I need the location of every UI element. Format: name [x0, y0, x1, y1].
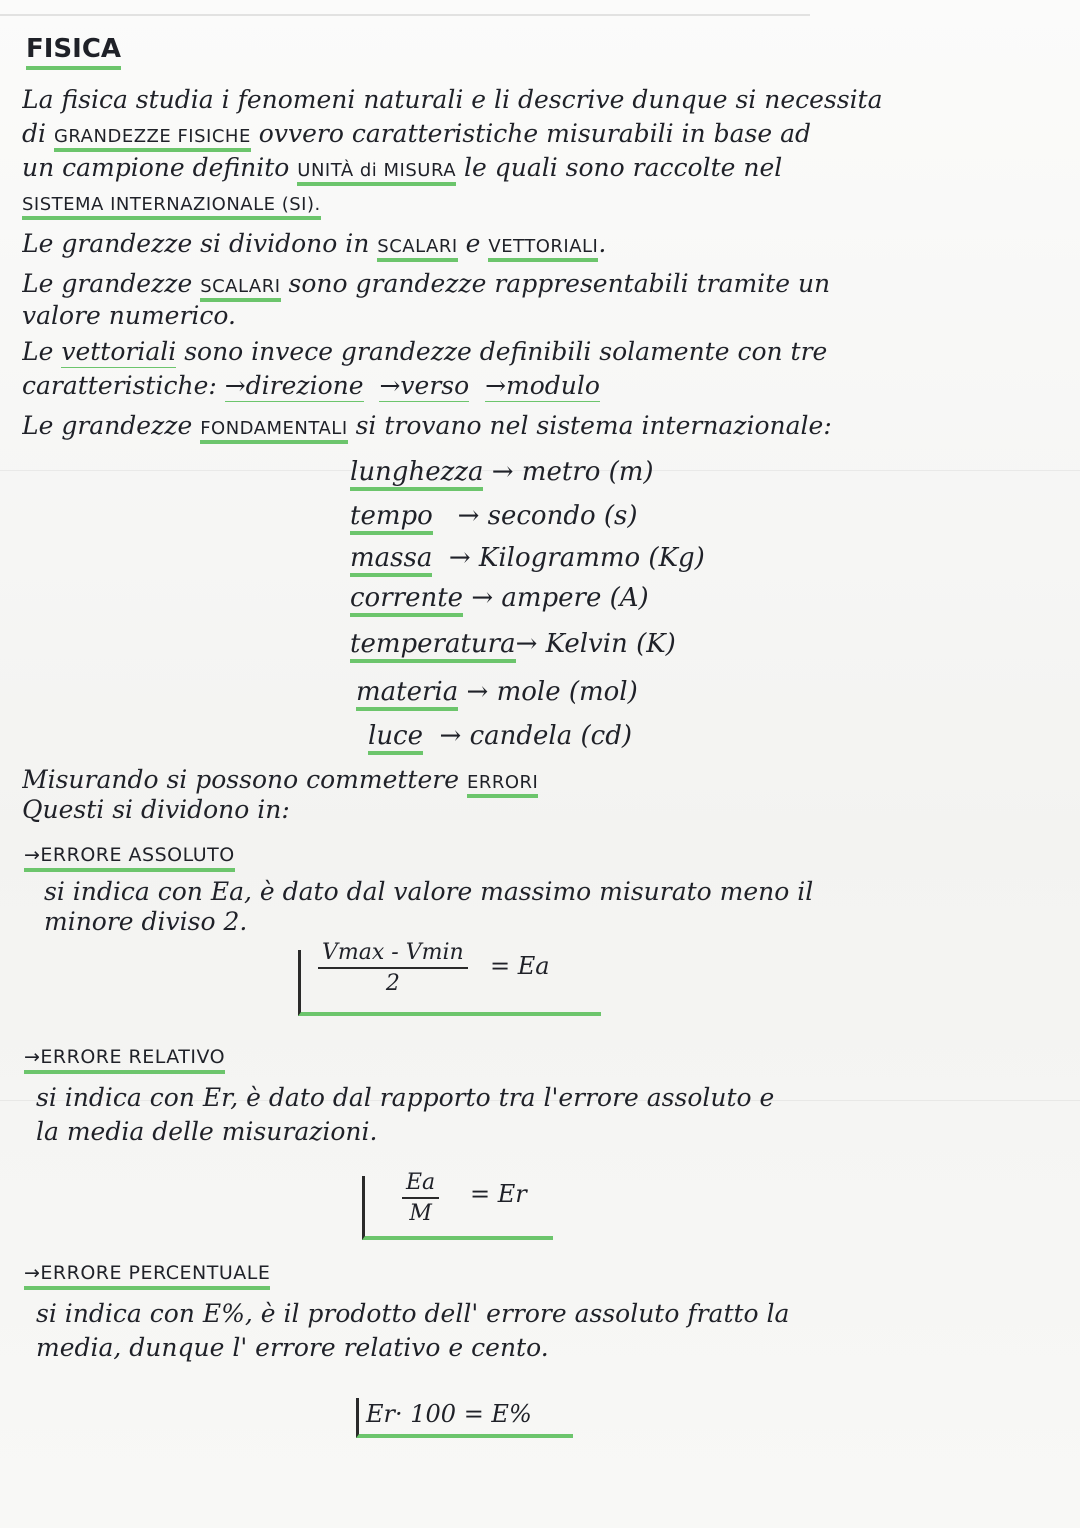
quantity-row — [350, 500, 638, 532]
abs-line-2: minore diviso 2. — [44, 907, 248, 936]
highlight-errori: ERRORI — [467, 772, 538, 798]
intro-line-3: un campione definito UNITÀ di MISURA le quali sono raccolte nel — [22, 152, 1060, 187]
intro-line-4 — [22, 186, 1060, 221]
quantity-name: materia — [356, 677, 458, 711]
errors-intro-line-2: Questi si dividono in: — [22, 795, 290, 824]
fraction-denominator: 2 — [385, 971, 400, 996]
quantity-unit: → mole (mol) — [466, 677, 638, 707]
highlight-verso: →verso — [379, 371, 469, 402]
types-line-4: Le vettoriali sono invece grandezze definibili solamente con tre — [22, 336, 1060, 368]
highlight-unita-di-misura: UNITÀ di MISURA — [297, 160, 456, 186]
quantity-row — [356, 676, 638, 708]
formula-percentuale: Er· 100 = E% — [366, 1400, 532, 1428]
quantity-name: massa — [350, 543, 432, 577]
highlight-vettoriali-2: vettoriali — [61, 337, 176, 368]
heading-errore-assoluto: →ERRORE ASSOLUTO — [24, 844, 235, 872]
types-line-2: Le grandezze SCALARI sono grandezze rappresentabili tramite un — [22, 268, 1060, 303]
quantity-row — [350, 456, 654, 488]
fraction-numerator: Ea — [402, 1170, 439, 1199]
quantity-name: lunghezza — [350, 457, 483, 491]
highlight-vettoriali: VETTORIALI — [488, 236, 598, 262]
quantity-row — [350, 542, 705, 574]
page-title: FISICA — [26, 34, 121, 70]
quantity-row — [350, 582, 649, 614]
quantity-name: corrente — [350, 583, 463, 617]
types-line-6: Le grandezze FONDAMENTALI si trovano nel sistema internazionale: — [22, 410, 1060, 445]
highlight-modulo: →modulo — [485, 371, 600, 402]
quantity-name: temperatura — [350, 629, 516, 663]
heading-errore-relativo: →ERRORE RELATIVO — [24, 1046, 225, 1074]
quantity-unit: → ampere (A) — [471, 583, 649, 613]
page-top-edge — [0, 14, 810, 16]
quantity-name: luce — [368, 721, 423, 755]
quantity-unit: → secondo (s) — [457, 501, 638, 531]
quantity-unit: → metro (m) — [491, 457, 654, 487]
perc-line-1: si indica con E%, è il prodotto dell' errore assoluto fratto la — [36, 1299, 790, 1328]
fraction-rel — [402, 1170, 439, 1226]
types-line-3: valore numerico. — [22, 301, 236, 330]
formula-result-abs: = Ea — [490, 952, 550, 980]
intro-line-2: di GRANDEZZE FISICHE ovvero caratteristiche misurabili in base ad — [22, 118, 1060, 153]
intro-line-1: La fisica studia i fenomeni naturali e li descrive dunque si necessita — [22, 85, 883, 114]
rel-line-1: si indica con Er, è dato dal rapporto tra l'errore assoluto e — [36, 1083, 775, 1112]
quantity-unit: → candela (cd) — [439, 721, 633, 751]
quantity-row — [350, 628, 676, 660]
abs-line-1: si indica con Ea, è dato dal valore massimo misurato meno il — [44, 877, 814, 906]
quantity-name: tempo — [350, 501, 433, 535]
formula-result-rel: = Er — [470, 1180, 527, 1208]
rel-line-2: la media delle misurazioni. — [36, 1117, 378, 1146]
highlight-fondamentali: FONDAMENTALI — [200, 418, 347, 444]
highlight-sistema-internazionale: SISTEMA INTERNAZIONALE (SI). — [22, 194, 321, 220]
heading-errore-percentuale: →ERRORE PERCENTUALE — [24, 1262, 270, 1290]
highlight-scalari-2: SCALARI — [200, 276, 280, 302]
fraction-abs — [318, 940, 468, 996]
perc-line-2: media, dunque l' errore relativo e cento. — [36, 1333, 549, 1362]
types-line-5: caratteristiche: →direzione →verso →modulo — [22, 370, 1060, 402]
types-line-1: Le grandezze si dividono in SCALARI e VETTORIALI. — [22, 228, 1060, 263]
highlight-direzione: →direzione — [225, 371, 364, 402]
highlight-grandezze-fisiche: GRANDEZZE FISICHE — [54, 126, 251, 152]
quantity-row — [368, 720, 632, 752]
fraction-numerator: Vmax - Vmin — [318, 940, 468, 969]
errors-intro-line-1: Misurando si possono commettere ERRORI — [22, 764, 1060, 799]
fraction-denominator: M — [409, 1201, 432, 1226]
quantity-unit: → Kilogrammo (Kg) — [448, 543, 705, 573]
highlight-scalari: SCALARI — [377, 236, 457, 262]
quantity-unit: → Kelvin (K) — [515, 629, 676, 659]
